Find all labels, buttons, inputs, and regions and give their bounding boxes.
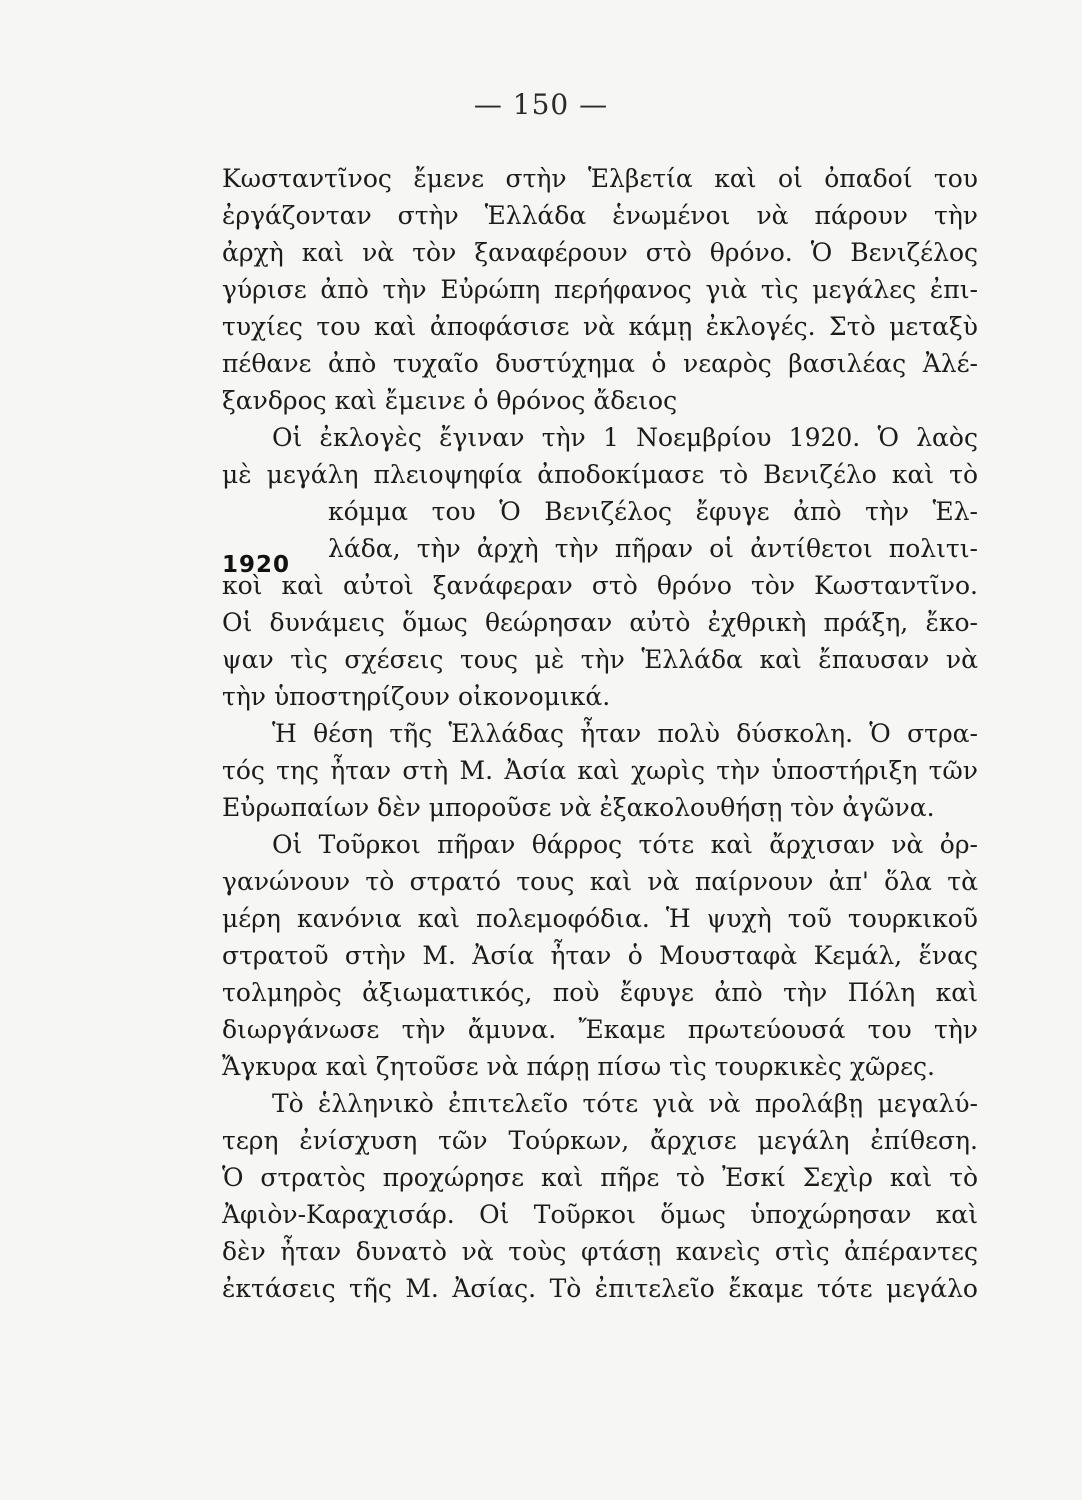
body-text [222,160,978,1307]
text-line: κόμμα του Ὁ Βενιζέλος ἔφυγε ἀπὸ τὴν Ἑλ- [328,497,978,526]
text-line: γύρισε ἀπὸ τὴν Εὐρώπη περήφανος γιὰ τὶς μεγάλες ἐπι- [222,275,978,304]
text-line: Ἡ θέση τῆς Ἑλλάδας ἦταν πολὺ δύσκολη. Ὁ στρα- [272,719,978,748]
text-line: τολμηρὸς ἀξιωματικός, ποὺ ἔφυγε ἀπὸ τὴν Πόλη καὶ [222,978,978,1007]
text-line: Ἀφιὸν-Καραχισάρ. Οἱ Τοῦρκοι ὅμως ὑποχώρησαν καὶ [222,1200,978,1229]
text-line: λάδα, τὴν ἀρχὴ τὴν πῆραν οἱ ἀντίθετοι πολιτι- [328,534,978,563]
text-line: τυχίες του καὶ ἀποφάσισε νὰ κάμῃ ἐκλογές. Στὸ μεταξὺ [222,312,978,341]
text-line: Οἱ ἐκλογὲς ἔγιναν τὴν 1 Νοεμβρίου 1920. Ὁ λαὸς [272,423,978,452]
page-number: — 150 — [473,88,609,121]
text-line: δὲν ἦταν δυνατὸ νὰ τοὺς φτάσῃ κανεὶς στὶς ἀπέραντες [222,1237,978,1266]
text-line: Ὁ στρατὸς προχώρησε καὶ πῆρε τὸ Ἐσκί Σεχὶρ καὶ τὸ [222,1163,978,1192]
text-line: διωργάνωσε τὴν ἄμυνα. Ἔκαμε πρωτεύουσά του τὴν [222,1015,978,1044]
text-line: μὲ μεγάλη πλειοψηφία ἀποδοκίμασε τὸ Βενιζέλο καὶ τὸ [222,460,978,489]
text-line: πέθανε ἀπὸ τυχαῖο δυστύχημα ὁ νεαρὸς βασιλέας Ἀλέ- [222,349,978,378]
text-line: Οἱ Τοῦρκοι πῆραν θάρρος τότε καὶ ἄρχισαν νὰ ὀρ- [272,830,978,859]
text-line: ἐργάζονταν στὴν Ἑλλάδα ἑνωμένοι νὰ πάρουν τὴν [222,201,978,230]
text-line: Τὸ ἑλληνικὸ ἐπιτελεῖο τότε γιὰ νὰ προλάβῃ μεγαλύ- [272,1089,978,1118]
text-line: τερη ἐνίσχυση τῶν Τούρκων, ἄρχισε μεγάλη ἐπίθεση. [222,1126,978,1155]
text-line: μέρη κανόνια καὶ πολεμοφόδια. Ἡ ψυχὴ τοῦ τουρκικοῦ [222,904,978,933]
text-line: ψαν τὶς σχέσεις τους μὲ τὴν Ἑλλάδα καὶ ἔπαυσαν νὰ [222,645,978,674]
text-line: στρατοῦ στὴν Μ. Ἀσία ἦταν ὁ Μουσταφὰ Κεμάλ, ἕνας [222,941,978,970]
text-line: γανώνουν τὸ στρατό τους καὶ νὰ παίρνουν ἀπ' ὅλα τὰ [222,867,978,896]
text-line: τὴν ὑποστηρίζουν οἰκονομικά. [222,682,611,711]
text-line: Οἱ δυνάμεις ὅμως θεώρησαν αὐτὸ ἐχθρικὴ πράξη, ἔκο- [222,608,978,637]
text-line: ἀρχὴ καὶ νὰ τὸν ξαναφέρουν στὸ θρόνο. Ὁ Βενιζέλος [222,238,978,267]
text-line: ξανδρος καὶ ἔμεινε ὁ θρόνος ἄδειος [222,386,678,415]
text-line: τός της ἦταν στὴ Μ. Ἀσία καὶ χωρὶς τὴν ὑποστήριξη τῶν [222,756,978,785]
text-line: Κωσταντῖνος ἔμενε στὴν Ἑλβετία καὶ οἱ ὀπαδοί του [222,164,978,193]
text-line: κοὶ καὶ αὐτοὶ ξανάφεραν στὸ θρόνο τὸν Κωσταντῖνο. [222,571,978,600]
text-line: Εὐρωπαίων δὲν μποροῦσε νὰ ἐξακολουθήσῃ τὸν ἀγῶνα. [222,793,935,822]
text-line: ἐκτάσεις τῆς Μ. Ἀσίας. Τὸ ἐπιτελεῖο ἔκαμε τότε μεγάλο [222,1274,978,1303]
text-line: Ἄγκυρα καὶ ζητοῦσε νὰ πάρῃ πίσω τὶς τουρκικὲς χῶρες. [222,1052,935,1081]
margin-year-note: 1920 [222,552,291,578]
